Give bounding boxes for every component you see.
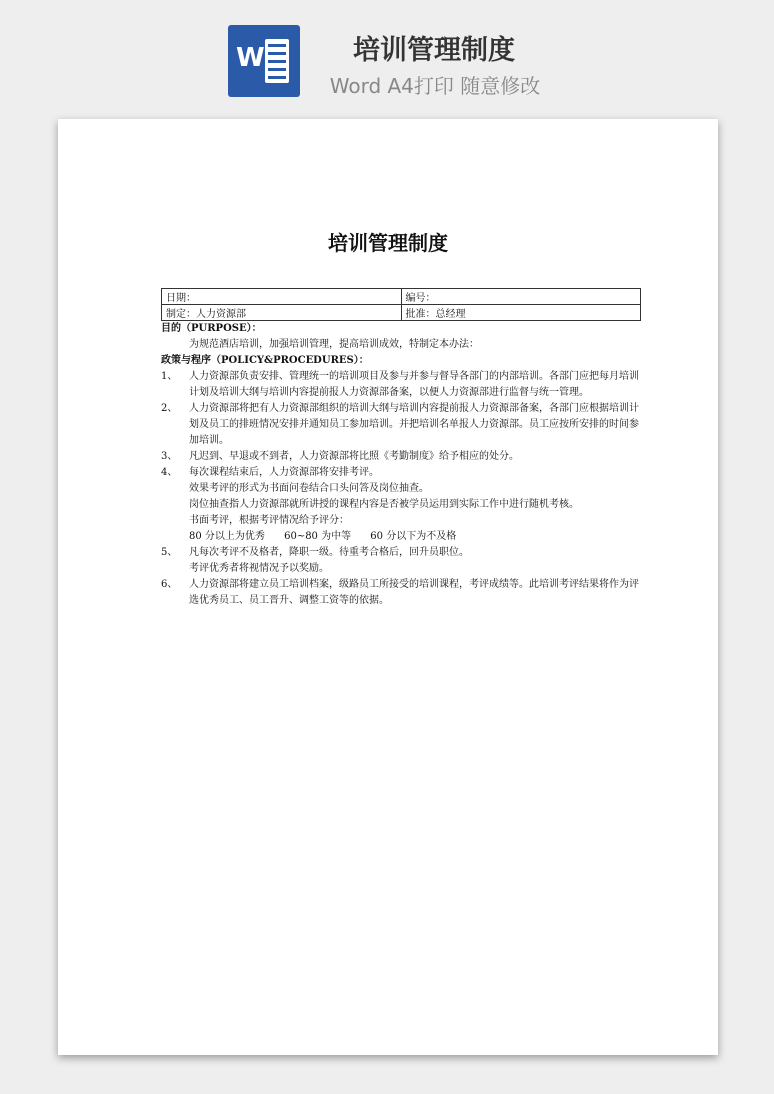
purpose-text: 为规范酒店培训，加强培训管理，提高培训成效，特制定本办法： <box>189 339 479 350</box>
grade-medium: 60~80 为中等 <box>284 531 352 542</box>
item-text: 凡每次考评不及格者，降职一级。待重考合格后，回升员职位。 <box>189 547 469 558</box>
document-body <box>161 321 641 609</box>
item-sub-text: 考评优秀者将视情况予以奖励。 <box>189 563 329 574</box>
document-title: 培训管理制度 <box>328 231 448 255</box>
table-row <box>162 289 641 305</box>
item-number: 4、 <box>161 467 178 478</box>
word-icon-letter: W <box>236 43 265 73</box>
banner-subtitle: Word A4打印 随意修改 <box>329 74 541 98</box>
grade-excellent: 80 分以上为优秀 <box>189 531 265 542</box>
item-number: 2、 <box>161 403 178 414</box>
author-cell: 制定：人力资源部 <box>162 305 402 321</box>
document-lines-icon <box>265 39 289 83</box>
meta-table <box>161 288 641 321</box>
list-item <box>161 369 641 401</box>
list-item <box>161 545 641 561</box>
policy-heading: 政策与程序（POLICY&PROCEDURES）： <box>161 355 369 366</box>
list-item <box>161 465 641 481</box>
list-item <box>161 577 641 609</box>
item-number: 1、 <box>161 371 178 382</box>
item-sub-text: 岗位抽查指人力资源部就所讲授的课程内容是否被学员运用到实际工作中进行随机考核。 <box>189 499 579 510</box>
table-row <box>162 305 641 321</box>
item-text: 凡迟到、早退或不到者，人力资源部将比照《考勤制度》给予相应的处分。 <box>189 451 519 462</box>
item-text: 人力资源部将建立员工培训档案，级路员工所接受的培训课程，考评成绩等。此培训考评结果将作为评选优秀员工、员工晋升、调整工资等的依据。 <box>189 579 639 606</box>
item-text: 人力资源部将把有人力资源部组织的培训大纲与培训内容提前报人力资源部备案，各部门应根据培训计划及员工的排班情况安排并通知员工参加培训。并把培训名单报人力资源部。员工应按所安排的时间参加培训。 <box>189 403 639 446</box>
item-number: 6、 <box>161 579 178 590</box>
item-number: 3、 <box>161 451 178 462</box>
item-sub-text: 书面考评，根据考评情况给予评分： <box>189 515 349 526</box>
item-text: 每次课程结束后，人力资源部将安排考评。 <box>189 467 379 478</box>
item-sub-text: 效果考评的形式为书面问卷结合口头问答及岗位抽查。 <box>189 483 429 494</box>
word-document-icon <box>228 25 300 97</box>
banner <box>0 0 774 118</box>
item-number: 5、 <box>161 547 178 558</box>
date-cell: 日期： <box>162 289 402 305</box>
item-text: 人力资源部负责安排、管理统一的培训项目及参与并参与督导各部门的内部培训。各部门应把每月培训计划及培训大纲与培训内容提前报人力资源部备案，以便人力资源部进行监督与统一管理。 <box>189 371 639 398</box>
banner-title: 培训管理制度 <box>353 35 515 66</box>
number-cell: 编号： <box>401 289 641 305</box>
list-item <box>161 449 641 465</box>
document-page <box>58 119 718 1055</box>
grade-fail: 60 分以下为不及格 <box>370 531 457 542</box>
approver-cell: 批准：总经理 <box>401 305 641 321</box>
purpose-heading: 目的（PURPOSE）： <box>161 323 262 334</box>
list-item <box>161 401 641 449</box>
grade-scale <box>161 529 641 545</box>
